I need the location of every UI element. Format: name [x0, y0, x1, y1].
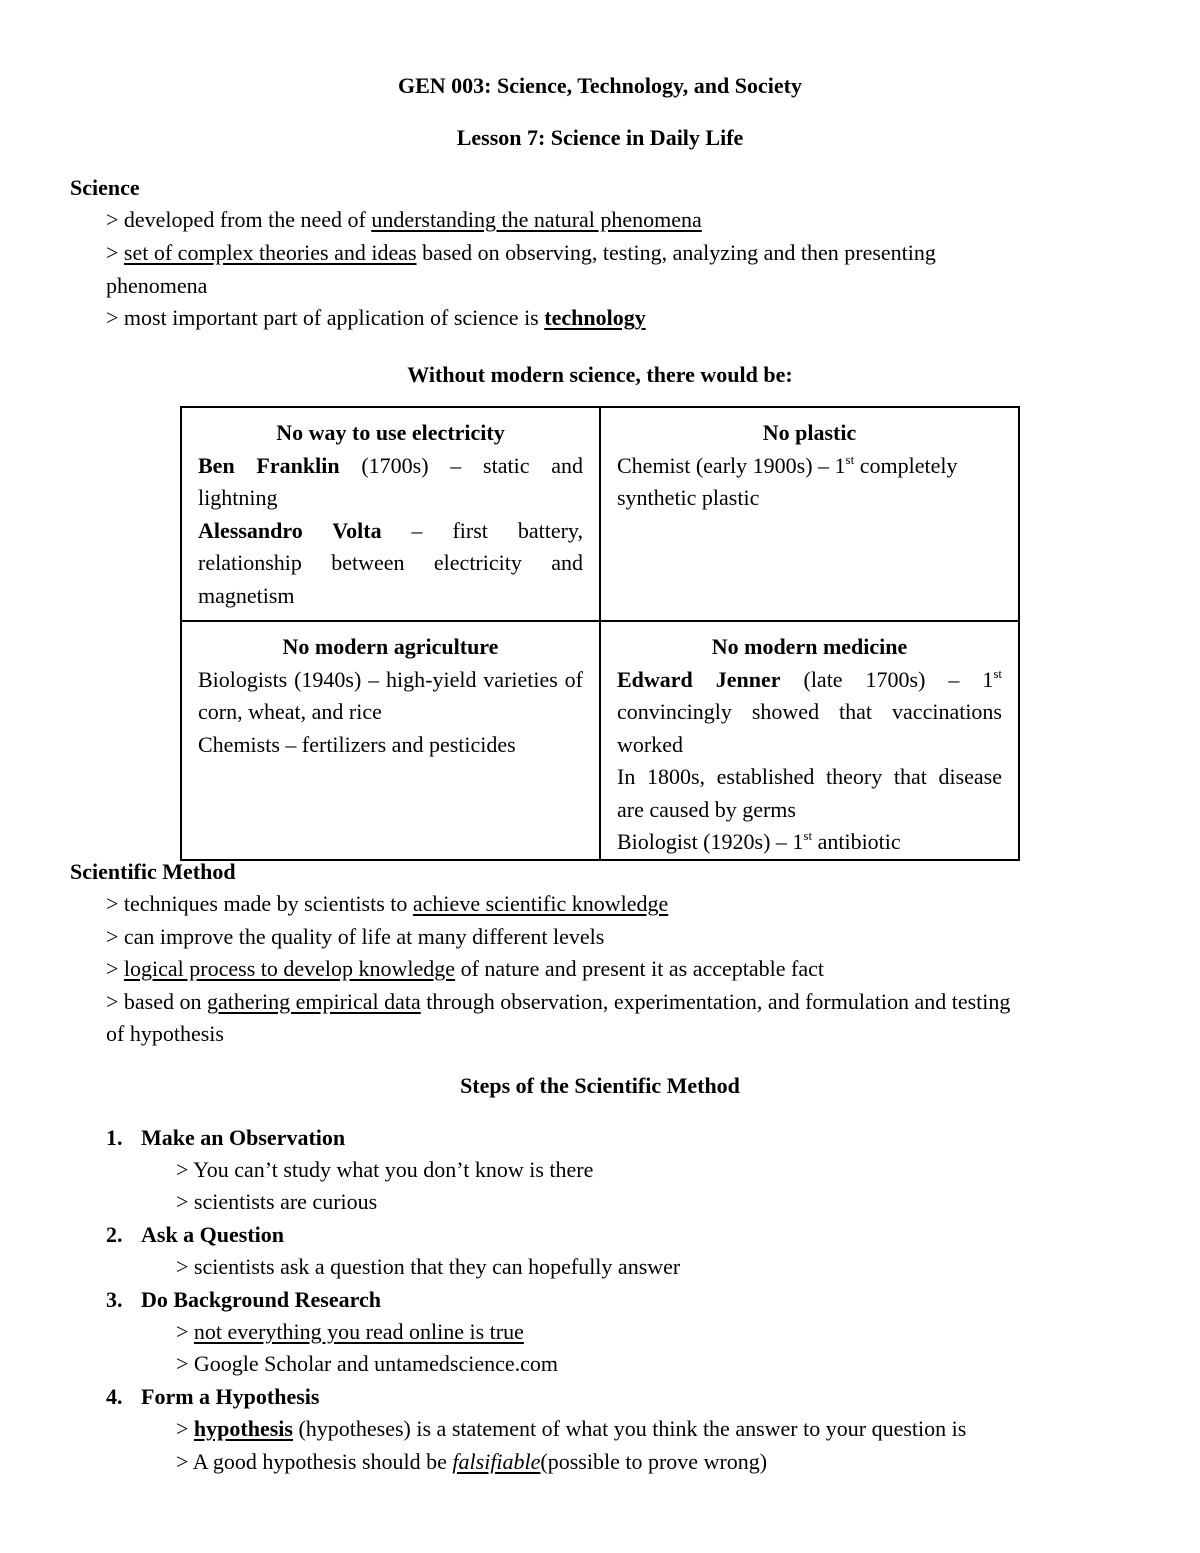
text: > — [176, 1416, 194, 1441]
step-number: 1. — [106, 1125, 123, 1150]
person-name: Ben Franklin — [198, 452, 340, 478]
method-line-2: > can improve the quality of life at many different levels — [106, 924, 605, 949]
table-row — [181, 621, 1019, 860]
text: based on observing, testing, analyzing and then presenting — [416, 240, 936, 265]
step-label: Ask a Question — [141, 1222, 285, 1247]
text: > A good hypothesis should be — [176, 1449, 453, 1474]
underlined-text: not everything you read online is true — [193, 1319, 524, 1344]
cell-plastic — [600, 407, 1019, 621]
text: convincingly showed that vaccinations worked — [617, 699, 1002, 757]
cell-paragraph: In 1800s, established theory that disease are caused by germs — [617, 764, 1002, 822]
step-line: > scientists are curious — [176, 1189, 378, 1214]
without-science-table — [180, 406, 1020, 861]
text: (hypotheses) is a statement of what you think the answer to your question is — [292, 1416, 967, 1441]
step-line — [176, 1446, 767, 1479]
step-line: > You can’t study what you don’t know is there — [176, 1157, 594, 1182]
step-line: > scientists ask a question that they can hopefully answer — [176, 1254, 681, 1279]
method-line-3 — [106, 953, 824, 986]
step-number: 2. — [106, 1222, 123, 1247]
person-name: Alessandro Volta — [198, 517, 382, 543]
cell-paragraph: Chemists – fertilizers and pesticides — [198, 731, 516, 757]
text: (late 1700s) – 1 — [780, 666, 994, 692]
cell-heading: No plastic — [762, 420, 857, 445]
science-line-3 — [106, 302, 646, 335]
step-line: > Google Scholar and untamedscience.com — [176, 1351, 559, 1376]
text: (possible to prove wrong) — [540, 1449, 768, 1474]
text: – first battery, relationship between electricity and magnetism — [198, 517, 583, 608]
technology-term: technology — [544, 305, 646, 330]
cell-paragraph — [617, 450, 1002, 515]
cell-medicine — [600, 621, 1019, 860]
cell-electricity — [181, 407, 600, 621]
cell-heading: No way to use electricity — [276, 420, 505, 445]
step-line — [176, 1316, 524, 1349]
cell-paragraph — [198, 515, 583, 613]
underlined-text: set of complex theories and ideas — [123, 240, 417, 265]
superscript: st — [993, 665, 1003, 681]
step-label: Form a Hypothesis — [141, 1384, 320, 1409]
cell-heading: No modern medicine — [711, 634, 908, 659]
science-heading: Science — [70, 175, 140, 200]
step-number: 3. — [106, 1287, 123, 1312]
hypothesis-term: hypothesis — [193, 1416, 293, 1441]
table-row — [181, 407, 1019, 621]
text: > most important part of application of science is — [106, 305, 545, 330]
text: Biologist (1920s) – 1 — [617, 829, 804, 854]
cell-heading: No modern agriculture — [282, 634, 499, 659]
step-label: Do Background Research — [141, 1287, 381, 1312]
step-label: Make an Observation — [141, 1125, 346, 1150]
text: > techniques made by scientists to — [106, 891, 413, 916]
science-line-2 — [106, 237, 936, 270]
superscript: st — [845, 451, 855, 467]
step-number: 4. — [106, 1384, 123, 1409]
method-heading: Scientific Method — [70, 859, 236, 884]
cell-agriculture — [181, 621, 600, 860]
cell-paragraph — [617, 664, 1002, 762]
text: > based on — [106, 989, 207, 1014]
text: > — [176, 1319, 194, 1344]
steps-heading: Steps of the Scientific Method — [460, 1073, 740, 1098]
cell-paragraph: Biologists (1940s) – high-yield varieties of corn, wheat, and rice — [198, 666, 583, 724]
document-title: GEN 003: Science, Technology, and Society — [398, 73, 802, 98]
text: > — [106, 956, 124, 981]
method-line-4 — [106, 986, 1010, 1019]
text: (1700s) – static and lightning — [198, 452, 584, 510]
underlined-text: understanding the natural phenomena — [371, 207, 702, 232]
text: through observation, experimentation, and formulation and testing — [420, 989, 1011, 1014]
falsifiable-term: falsifiable — [452, 1449, 541, 1474]
text: > developed from the need of — [106, 207, 372, 232]
underlined-text: logical process to develop knowledge — [123, 956, 456, 981]
underlined-text: achieve scientific knowledge — [412, 891, 669, 916]
lesson-title: Lesson 7: Science in Daily Life — [456, 125, 744, 150]
science-line-2-cont: phenomena — [106, 273, 208, 298]
text: of nature and present it as acceptable fact — [455, 956, 824, 981]
text: Chemist (early 1900s) – 1 — [617, 452, 846, 478]
underlined-text: gathering empirical data — [207, 989, 421, 1014]
person-name: Edward Jenner — [617, 666, 781, 692]
cell-paragraph — [617, 826, 1002, 859]
text: > — [106, 240, 124, 265]
step-line — [176, 1413, 966, 1446]
cell-paragraph — [198, 450, 583, 515]
method-line-1 — [106, 888, 668, 921]
text: completely synthetic plastic — [617, 452, 958, 510]
text: antibiotic — [812, 829, 901, 854]
without-science-heading: Without modern science, there would be: — [407, 362, 793, 387]
superscript: st — [803, 828, 813, 843]
method-line-4-cont: of hypothesis — [106, 1021, 224, 1046]
science-line-1 — [106, 204, 702, 237]
